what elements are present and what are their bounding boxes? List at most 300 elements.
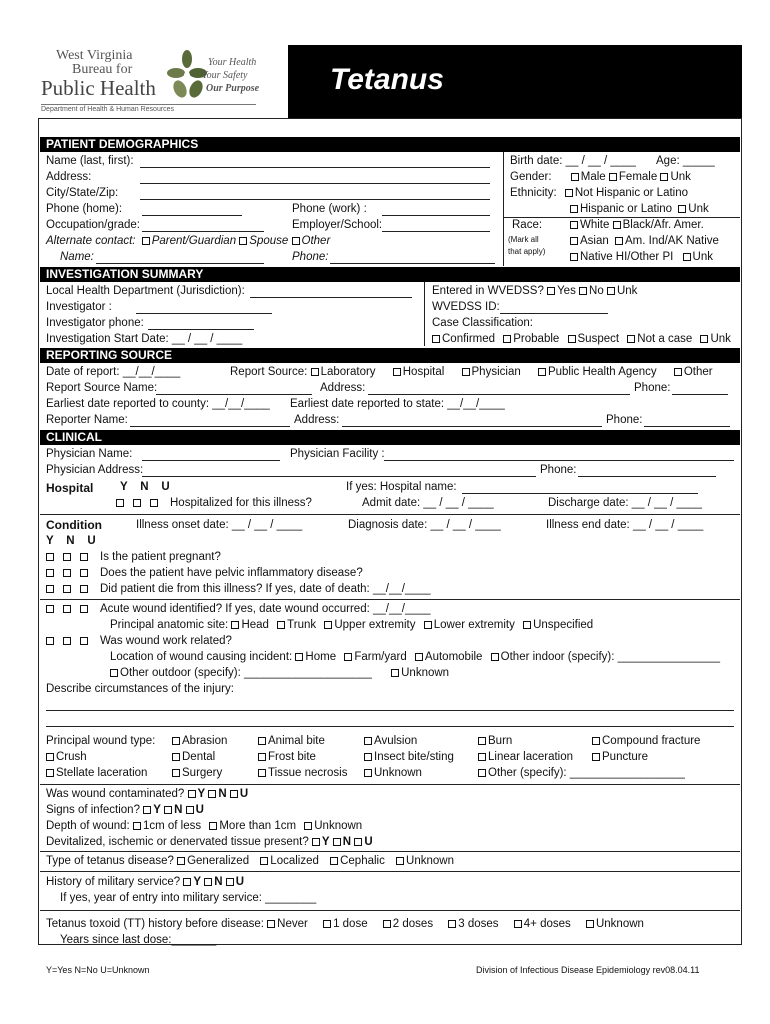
confirmed-label: Confirmed (442, 333, 496, 345)
investigator-field[interactable] (136, 313, 272, 314)
unspecified-label: Unspecified (533, 619, 594, 631)
mil-y-checkbox[interactable] (183, 878, 191, 886)
tagline-2: Your Safety (202, 70, 248, 81)
src-address-field[interactable] (368, 394, 630, 395)
military-divider (40, 910, 740, 911)
logo-divider (41, 104, 256, 105)
burn-label: Burn (488, 735, 513, 747)
hospital-ynu-header: Y N U (120, 481, 170, 493)
tt-never-checkbox[interactable] (267, 920, 275, 928)
wvedss-id-label: WVEDSS ID: (432, 301, 500, 313)
pregnant-row (46, 551, 221, 563)
contam-n-checkbox[interactable] (208, 790, 216, 798)
depth-unknown-label: Unknown (314, 820, 363, 832)
lhd-field[interactable] (250, 297, 412, 298)
alt-phone-field[interactable] (330, 263, 495, 264)
src-phone-label: Phone: (634, 382, 671, 394)
infect-n-label: N (174, 804, 183, 816)
pid-row (46, 567, 363, 579)
src-name-label: Report Source Name: (46, 382, 158, 394)
infection-row (46, 804, 204, 816)
reporter-phone-field[interactable] (644, 426, 730, 427)
devital-divider (40, 851, 740, 852)
not-case-checkbox[interactable] (627, 335, 635, 343)
tt-unknown-checkbox[interactable] (586, 920, 594, 928)
lower-checkbox[interactable] (424, 621, 432, 629)
phone-work-field[interactable] (382, 215, 490, 216)
wvedss-unk-label: Unk (616, 285, 638, 297)
devital-n-checkbox[interactable] (333, 838, 341, 846)
other-indoor-checkbox[interactable] (491, 653, 499, 661)
alt-name-field[interactable] (96, 263, 264, 264)
type-label: Type of tetanus disease? (46, 855, 174, 867)
black-label: Black/Afr. Amer. (622, 219, 704, 231)
alt-contact-label: Alternate contact: (46, 235, 136, 247)
animal-bite-checkbox[interactable] (258, 737, 266, 745)
mark-all-note: (Mark all (508, 235, 539, 244)
pid-u-checkbox[interactable] (80, 569, 88, 577)
alt-other-checkbox[interactable] (292, 237, 300, 245)
alt-spouse-label: Spouse (249, 235, 289, 247)
mil-n-label: N (214, 876, 223, 888)
stellate-label: Stellate laceration (56, 767, 148, 779)
died-label: Did patient die from this illness? If yes, date of death: __/__/____ (100, 583, 431, 595)
investigator-label: Investigator : (46, 301, 112, 313)
preg-y-checkbox[interactable] (46, 553, 54, 561)
section-clinical: CLINICAL (40, 430, 740, 445)
wvedss-label: Entered in WVEDSS? (432, 285, 544, 297)
alt-parent-checkbox[interactable] (142, 237, 150, 245)
report-source-row (230, 366, 713, 378)
footer-division: Division of Infectious Disease Epidemiology rev08.04.11 (476, 965, 700, 975)
admit-date: Admit date: __ / __ / ____ (362, 497, 494, 509)
military-row (46, 876, 244, 888)
trunk-checkbox[interactable] (277, 621, 285, 629)
hosp-name-field[interactable] (462, 493, 698, 494)
phys-facility-field[interactable] (384, 460, 734, 461)
work-row (46, 635, 232, 647)
farm-checkbox[interactable] (344, 653, 352, 661)
asian-checkbox[interactable] (570, 237, 578, 245)
other-outdoor-checkbox[interactable] (110, 669, 118, 677)
gender-label: Gender: (510, 171, 552, 183)
suspect-checkbox[interactable] (568, 335, 576, 343)
phys-phone-field[interactable] (578, 476, 716, 477)
died-divider (40, 599, 740, 600)
tt-3-label: 3 doses (458, 918, 499, 930)
farm-label: Farm/yard (354, 651, 407, 663)
surgery-label: Surgery (182, 767, 223, 779)
org-line-1: West Virginia (56, 48, 133, 63)
tt-4-checkbox[interactable] (514, 920, 522, 928)
mil-n-checkbox[interactable] (204, 878, 212, 886)
county-date: Earliest date reported to county: __/__/____ (46, 398, 270, 410)
location-label: Location of wound causing incident: (110, 651, 293, 663)
hosp-u-checkbox[interactable] (150, 499, 158, 507)
devital-u-checkbox[interactable] (354, 838, 362, 846)
pha-label: Public Health Agency (547, 366, 657, 378)
aian-label: Am. Ind/AK Native (624, 235, 719, 247)
occupation-field[interactable] (142, 231, 264, 232)
devital-n-label: N (342, 836, 352, 848)
mil-u-label: U (235, 876, 245, 888)
employer-label: Employer/School: (292, 219, 383, 231)
auto-label: Automobile (424, 651, 483, 663)
report-date: Date of report: __/__/____ (46, 366, 181, 378)
depth-unknown-checkbox[interactable] (304, 822, 312, 830)
onset-date: Illness onset date: __ / __ / ____ (136, 519, 303, 531)
work-label: Was wound work related? (100, 635, 232, 647)
phone-home-label: Phone (home): (46, 203, 123, 215)
mil-y-label: Y (193, 876, 202, 888)
other-outdoor-label: Other outdoor (specify): ____________________ (120, 667, 372, 679)
loc-unknown-label: Unknown (401, 667, 450, 679)
pid-n-checkbox[interactable] (63, 569, 71, 577)
devital-y-checkbox[interactable] (312, 838, 320, 846)
title-block (288, 45, 742, 118)
contam-n-label: N (218, 788, 227, 800)
depth-label: Depth of wound: (46, 820, 130, 832)
tt-never-label: Never (277, 918, 308, 930)
contam-y-checkbox[interactable] (188, 790, 196, 798)
lower-label: Lower extremity (433, 619, 515, 631)
infection-label: Signs of infection? (46, 804, 140, 816)
ethnicity-label: Ethnicity: (510, 187, 557, 199)
wvedss-no-checkbox[interactable] (579, 287, 587, 295)
type-row (46, 855, 454, 867)
wound-other-checkbox[interactable] (478, 769, 486, 777)
died-row (46, 583, 431, 595)
wvedss-yes-label: Yes (557, 285, 576, 297)
wound-type-label: Principal wound type: (46, 735, 156, 747)
ethnicity-unk-checkbox[interactable] (678, 205, 686, 213)
necrosis-checkbox[interactable] (258, 769, 266, 777)
reporter-address-label: Address: (294, 414, 340, 426)
trunk-label: Trunk (287, 619, 317, 631)
anatomic-label: Principal anatomic site: (110, 619, 229, 631)
abrasion-checkbox[interactable] (172, 737, 180, 745)
physician-src-checkbox[interactable] (462, 368, 470, 376)
mil-u-checkbox[interactable] (226, 878, 234, 886)
wvedss-no-label: No (589, 285, 604, 297)
that-apply-note: that apply) (508, 247, 546, 256)
hispanic-row (570, 203, 709, 215)
dental-checkbox[interactable] (172, 753, 180, 761)
city-label: City/State/Zip: (46, 187, 119, 199)
reporter-field[interactable] (130, 426, 290, 427)
linear-checkbox[interactable] (478, 753, 486, 761)
location-row (110, 651, 720, 663)
wvedss-yes-checkbox[interactable] (547, 287, 555, 295)
generalized-label: Generalized (187, 855, 250, 867)
male-checkbox[interactable] (571, 173, 579, 181)
generalized-checkbox[interactable] (177, 857, 185, 865)
acute-label: Acute wound identified? If yes, date wound occurred: __/__/____ (100, 603, 431, 615)
tt-1-checkbox[interactable] (323, 920, 331, 928)
contaminated-row (46, 788, 248, 800)
died-u-checkbox[interactable] (80, 585, 88, 593)
cephalic-checkbox[interactable] (330, 857, 338, 865)
tagline-3: Our Purpose (206, 83, 260, 94)
home-label: Home (305, 651, 337, 663)
describe-field-1[interactable] (46, 710, 734, 711)
outdoor-row (110, 667, 449, 679)
alt-phone-label: Phone: (292, 251, 329, 263)
nhpi-checkbox[interactable] (570, 253, 578, 261)
work-y-checkbox[interactable] (46, 637, 54, 645)
surgery-checkbox[interactable] (172, 769, 180, 777)
acute-u-checkbox[interactable] (80, 605, 88, 613)
form-title: Tetanus (330, 63, 444, 96)
race-unk-checkbox[interactable] (683, 253, 691, 261)
form-header (38, 45, 742, 119)
tt-unknown-label: Unknown (595, 918, 644, 930)
dept-name: Department of Health & Human Resources (41, 106, 175, 113)
hispanic-checkbox[interactable] (570, 205, 578, 213)
describe-field-2[interactable] (46, 726, 734, 727)
puncture-checkbox[interactable] (592, 753, 600, 761)
address-label: Address: (46, 171, 92, 183)
preg-u-checkbox[interactable] (80, 553, 88, 561)
hosp-name-label: If yes: Hospital name: (346, 481, 457, 493)
other-src-checkbox[interactable] (674, 368, 682, 376)
nhpi-label: Native HI/Other PI (580, 251, 674, 263)
aian-checkbox[interactable] (615, 237, 623, 245)
case-unk-label: Unk (710, 333, 731, 345)
wound-unknown-checkbox[interactable] (364, 769, 372, 777)
city-field[interactable] (140, 199, 490, 200)
wound-unknown-label: Unknown (374, 767, 422, 779)
infect-n-checkbox[interactable] (164, 806, 172, 814)
birth-date: Birth date: __ / __ / ____ (510, 155, 636, 167)
alt-spouse-checkbox[interactable] (239, 237, 247, 245)
hospitalized-row (116, 497, 312, 509)
tt-2-checkbox[interactable] (383, 920, 391, 928)
phys-address-field[interactable] (142, 476, 536, 477)
depth-1cm-label: 1cm of less (142, 820, 202, 832)
inv-divider (424, 282, 425, 346)
inv-start-date: Investigation Start Date: __ / __ / ____ (46, 333, 243, 345)
tt-3-checkbox[interactable] (448, 920, 456, 928)
suspect-label: Suspect (577, 333, 620, 345)
src-address-label: Address: (320, 382, 366, 394)
inv-phone-label: Investigator phone: (46, 317, 144, 329)
lab-label: Laboratory (320, 366, 376, 378)
depth-more-checkbox[interactable] (209, 822, 217, 830)
type-unknown-checkbox[interactable] (396, 857, 404, 865)
wound-divider (40, 784, 740, 785)
infect-u-label: U (195, 804, 204, 816)
gender-row (510, 171, 691, 183)
hospital-src-label: Hospital (402, 366, 445, 378)
burn-checkbox[interactable] (478, 737, 486, 745)
head-checkbox[interactable] (231, 621, 239, 629)
localized-checkbox[interactable] (260, 857, 268, 865)
reporter-address-field[interactable] (342, 426, 602, 427)
hospital-heading: Hospital (46, 481, 94, 495)
hosp-y-checkbox[interactable] (116, 499, 124, 507)
white-label: White (580, 219, 610, 231)
alt-other-label: Other (301, 235, 331, 247)
occupation-label: Occupation/grade: (46, 219, 140, 231)
home-checkbox[interactable] (295, 653, 303, 661)
hospital-src-checkbox[interactable] (393, 368, 401, 376)
loc-unknown-checkbox[interactable] (391, 669, 399, 677)
compound-checkbox[interactable] (592, 737, 600, 745)
crush-checkbox[interactable] (46, 753, 54, 761)
ethnicity-unk-label: Unk (688, 203, 709, 215)
phys-facility-label: Physician Facility : (290, 448, 385, 460)
not-hispanic-label: Not Hispanic or Latino (574, 187, 689, 199)
devital-row (46, 836, 373, 848)
died-n-checkbox[interactable] (63, 585, 71, 593)
contam-u-label: U (239, 788, 249, 800)
military-year: If yes, year of entry into military service: ________ (60, 892, 317, 904)
frost-checkbox[interactable] (258, 753, 266, 761)
cephalic-label: Cephalic (340, 855, 385, 867)
died-y-checkbox[interactable] (46, 585, 54, 593)
work-n-checkbox[interactable] (63, 637, 71, 645)
localized-label: Localized (270, 855, 319, 867)
acute-y-checkbox[interactable] (46, 605, 54, 613)
compound-label: Compound fracture (602, 735, 701, 747)
describe-label: Describe circumstances of the injury: (46, 683, 234, 695)
section-demographics: PATIENT DEMOGRAPHICS (40, 137, 740, 152)
src-phone-field[interactable] (672, 394, 728, 395)
demo-divider (503, 152, 504, 266)
black-checkbox[interactable] (613, 221, 621, 229)
anatomic-row (110, 619, 593, 631)
contaminated-label: Was wound contaminated? (46, 788, 185, 800)
age: Age: _____ (656, 155, 715, 167)
upper-label: Upper extremity (334, 619, 416, 631)
devital-u-label: U (364, 836, 373, 848)
type-unknown-label: Unknown (406, 855, 454, 867)
inv-phone-field[interactable] (148, 329, 254, 330)
years-since-dose: Years since last dose:_______ (60, 934, 217, 946)
condition-heading: Condition (46, 518, 102, 532)
depth-row (46, 820, 362, 832)
tt-row (46, 918, 644, 930)
acute-row (46, 603, 431, 615)
frost-label: Frost bite (268, 751, 316, 763)
hospitalized-label: Hospitalized for this illness? (170, 497, 312, 509)
ethnicity-row (510, 187, 688, 199)
lab-checkbox[interactable] (311, 368, 319, 376)
stellate-checkbox[interactable] (46, 769, 54, 777)
probable-label: Probable (513, 333, 560, 345)
race-divider (503, 217, 740, 218)
pid-label: Does the patient have pelvic inflammatory disease? (100, 567, 363, 579)
avulsion-checkbox[interactable] (364, 737, 372, 745)
type-divider (40, 871, 740, 872)
wvedss-unk-checkbox[interactable] (607, 287, 615, 295)
not-hispanic-checkbox[interactable] (565, 189, 573, 197)
hosp-n-checkbox[interactable] (133, 499, 141, 507)
dental-label: Dental (182, 751, 216, 763)
infect-y-checkbox[interactable] (143, 806, 151, 814)
name-field[interactable] (140, 167, 490, 168)
female-checkbox[interactable] (609, 173, 617, 181)
phone-work-label: Phone (work) : (292, 203, 367, 215)
footer-legend: Y=Yes N=No U=Unknown (46, 965, 150, 975)
other-src-label: Other (683, 366, 713, 378)
gender-unk-checkbox[interactable] (660, 173, 668, 181)
animal-bite-label: Animal bite (268, 735, 325, 747)
tt-label: Tetanus toxoid (TT) history before disease: (46, 918, 264, 930)
infect-u-checkbox[interactable] (186, 806, 194, 814)
employer-field[interactable] (382, 231, 490, 232)
hispanic-label: Hispanic or Latino (580, 203, 673, 215)
devital-y-label: Y (321, 836, 330, 848)
case-class-row (432, 333, 731, 345)
section-reporting: REPORTING SOURCE (40, 348, 740, 363)
avulsion-label: Avulsion (374, 735, 418, 747)
reporter-label: Reporter Name: (46, 414, 128, 426)
probable-checkbox[interactable] (503, 335, 511, 343)
unspecified-checkbox[interactable] (523, 621, 531, 629)
tt-1-label: 1 dose (333, 918, 368, 930)
src-name-field[interactable] (156, 394, 312, 395)
state-date: Earliest date reported to state: __/__/____ (290, 398, 505, 410)
wv-bph-logo (38, 45, 288, 118)
gender-unk-label: Unk (670, 171, 691, 183)
race-row-2 (570, 235, 719, 247)
depth-more-label: More than 1cm (219, 820, 297, 832)
devital-label: Devitalized, ischemic or denervated tissue present? (46, 836, 309, 848)
contam-y-label: Y (197, 788, 206, 800)
male-label: Male (580, 171, 606, 183)
contam-u-checkbox[interactable] (230, 790, 238, 798)
discharge-date: Discharge date: __ / __ / ____ (548, 497, 703, 509)
military-label: History of military service? (46, 876, 181, 888)
hospital-divider (40, 514, 740, 515)
race-unk-label: Unk (692, 251, 713, 263)
wound-other-label: Other (specify): __________________ (488, 767, 685, 779)
phys-name-field[interactable] (142, 460, 280, 461)
depth-1cm-checkbox[interactable] (133, 822, 141, 830)
head-label: Head (241, 619, 269, 631)
lhd-label: Local Health Department (Jurisdiction): (46, 285, 245, 297)
name-label: Name (last, first): (46, 155, 134, 167)
pha-checkbox[interactable] (538, 368, 546, 376)
race-row-3 (570, 251, 713, 263)
pid-y-checkbox[interactable] (46, 569, 54, 577)
pregnant-label: Is the patient pregnant? (100, 551, 221, 563)
illness-end-date: Illness end date: __ / __ / ____ (546, 519, 704, 531)
address-field[interactable] (140, 183, 490, 184)
work-u-checkbox[interactable] (80, 637, 88, 645)
condition-ynu-header: Y N U (46, 535, 96, 547)
crush-label: Crush (56, 751, 87, 763)
physician-src-label: Physician (471, 366, 521, 378)
insect-checkbox[interactable] (364, 753, 372, 761)
preg-n-checkbox[interactable] (63, 553, 71, 561)
wvedss-id-field[interactable] (500, 313, 608, 314)
auto-checkbox[interactable] (415, 653, 423, 661)
puncture-label: Puncture (602, 751, 649, 763)
confirmed-checkbox[interactable] (432, 335, 440, 343)
upper-checkbox[interactable] (324, 621, 332, 629)
case-unk-checkbox[interactable] (700, 335, 708, 343)
diagnosis-date: Diagnosis date: __ / __ / ____ (348, 519, 501, 531)
tt-2-label: 2 doses (392, 918, 434, 930)
phone-home-field[interactable] (142, 215, 242, 216)
white-checkbox[interactable] (570, 221, 578, 229)
acute-n-checkbox[interactable] (63, 605, 71, 613)
alt-contact-row (46, 235, 330, 247)
other-indoor-label: Other indoor (specify): ________________ (500, 651, 720, 663)
